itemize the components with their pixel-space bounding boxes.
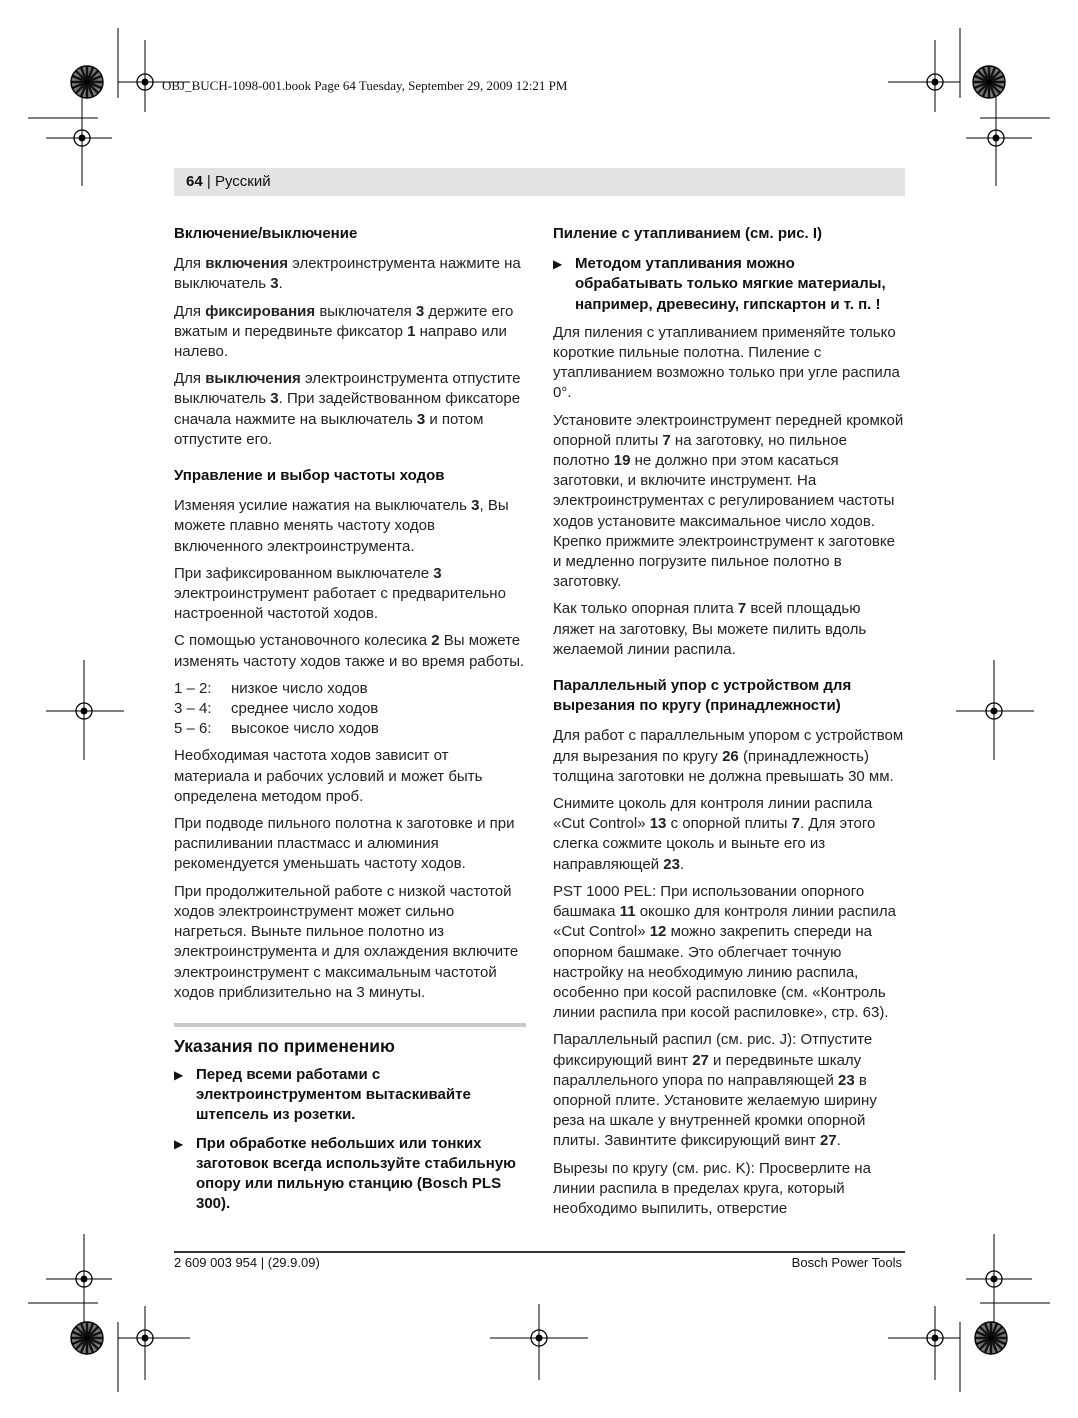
color-rosette-top-left — [71, 66, 103, 98]
heading-parallel-guide: Параллельный упор с устройством для вырезания по кругу (принадлежности) — [553, 677, 852, 715]
table-row: 5 – 6: высокое число ходов — [174, 720, 379, 738]
triangle-bullet-icon: ▶ — [174, 1067, 184, 1082]
heading-plunge-cutting: Пиление с утапливанием (см. рис. I) — [553, 225, 823, 242]
right-column — [553, 224, 905, 1226]
paragraph-switch-off: Для выключения электроинструмента отпустите выключатель 3. При задействованном фиксаторе сначала нажмите на выключатель 3 и потом отпустите его. — [174, 370, 521, 448]
stroke-rate-table — [174, 679, 526, 740]
color-rosette-bottom-right — [975, 1322, 1007, 1354]
paragraph-cut-control: Снимите цоколь для контроля линии распила «Cut Control» 13 с опорной плиты 7. Для этого слегка сожмите цоколь и выньте его из направляющей 23. — [553, 795, 876, 873]
section-title-usage: Указания по применению — [174, 1035, 395, 1056]
paragraph-pressure: Изменяя усилие нажатия на выключатель 3, Вы можете плавно менять частоту ходов включенного электроинструмента. — [174, 497, 509, 555]
paragraph-reduce-rate: При подводе пильного полотна к заготовке и при распиливании пластмасс и алюминия рекомендуется уменьшать частоту ходов. — [174, 815, 515, 873]
triangle-bullet-icon: ▶ — [553, 257, 563, 272]
page-number: 64 — [186, 173, 203, 190]
paragraph-parallel-cut: Параллельный распил (см. рис. J): Отпустите фиксирующий винт 27 и передвиньте шкалу параллельного упора по направляющей 23 в опорной плите. Установите желаемую ширину реза на шкале у внутренней кромки опорной плиты. Завинтите фиксирующий винт 27. — [553, 1031, 877, 1150]
heading-switching: Включение/выключение — [174, 225, 358, 242]
paragraph-circular-cuts: Вырезы по кругу (см. рис. K): Просверлите на линии распила в пределах круга, который необходимо выпилить, отверстие — [553, 1159, 871, 1217]
paragraph-plunge-finish: Как только опорная плита 7 всей площадью ляжет на заготовку, Вы можете пилить вдоль желаемой линии распила. — [553, 600, 867, 658]
paragraph-short-blades: Для пиления с утапливанием применяйте только короткие пильные полотна. Пиление с утапливанием возможно только при угле распила 0°. — [553, 323, 900, 402]
warning-bullet: ▶ Перед всеми работами с электроинструментом вытаскивайте штепсель из розетки. — [174, 1065, 526, 1126]
heading-stroke-control: Управление и выбор частоты ходов — [174, 467, 445, 485]
color-rosette-top-right — [973, 66, 1005, 98]
paragraph-switch-on: Для включения электроинструмента нажмите на выключатель 3. — [174, 255, 521, 293]
footer-rule — [174, 1251, 905, 1253]
paragraph-plunge-procedure: Установите электроинструмент передней кромкой опорной плиты 7 на заготовку, но пильное полотно 19 не должно при этом касаться заготовки, и включите инструмент. На электроинструментах с регулированием частоты ходов установите максимальное число ходов. Крепко прижмите электроинструмент к заготовке и медленно погрузите пильное полотно в заготовку. — [553, 411, 904, 591]
left-column — [174, 224, 526, 1222]
section-divider — [174, 1023, 526, 1027]
warning-bullet: ▶ Методом утапливания можно обрабатывать только мягкие материалы, например, древесину, гипскартон и т. п. ! — [553, 254, 905, 315]
header-language: Русский — [214, 173, 271, 190]
paragraph-wheel: С помощью установочного колесика 2 Вы можете изменять частоту ходов также и во время работы. — [174, 632, 525, 670]
paragraph-lock: Для фиксирования выключателя 3 держите его вжатым и передвиньте фиксатор 1 направо или налево. — [174, 302, 514, 361]
footer-brand: Bosch Power Tools — [791, 1255, 902, 1270]
paragraph-thickness: Для работ с параллельным упором с устройством для вырезания по кругу 26 (принадлежность) толщина заготовки не должна превышать 30 мм. — [553, 727, 904, 785]
footer-document-number: 2 609 003 954 | (29.9.09) — [174, 1255, 320, 1270]
paragraph-locked-switch: При зафиксированном выключателе 3 электроинструмент работает с предварительно настроенной частотой ходов. — [174, 564, 506, 623]
paragraph-pst-1000-pel: PST 1000 PEL: При использовании опорного башмака 11 окошко для контроля линии распила «Cut Control» 12 можно закрепить спереди на опорном башмаке. Это облегчает точную настройку на необходимую линию распила, особенно при косой распиловке (см. «Контроль линии распила при косой распиловке», стр. 63). — [553, 882, 896, 1022]
triangle-bullet-icon: ▶ — [174, 1136, 184, 1151]
paragraph-required-rate: Необходимая частота ходов зависит от материала и рабочих условий и может быть определена методом проб. — [174, 747, 483, 805]
print-slug-line: OBJ_BUCH-1098-001.book Page 64 Tuesday, September 29, 2009 12:21 PM — [162, 78, 568, 93]
table-row: 1 – 2: низкое число ходов — [174, 679, 368, 697]
color-rosette-bottom-left — [71, 1322, 103, 1354]
header-separator: | — [206, 173, 211, 190]
paragraph-cooling: При продолжительной работе с низкой частотой ходов электроинструмент может сильно нагреться. Выньте пильное полотно из электроинструмента и для охлаждения включите электроинструмент с максимальным частотой ходов приблизительно на 3 минуты. — [174, 882, 519, 1001]
page-header — [174, 168, 905, 196]
table-row: 3 – 4: среднее число ходов — [174, 700, 379, 718]
warning-bullet: ▶ При обработке небольших или тонких заготовок всегда используйте стабильную опору или пильную станцию (Bosch PLS 300). — [174, 1134, 526, 1215]
